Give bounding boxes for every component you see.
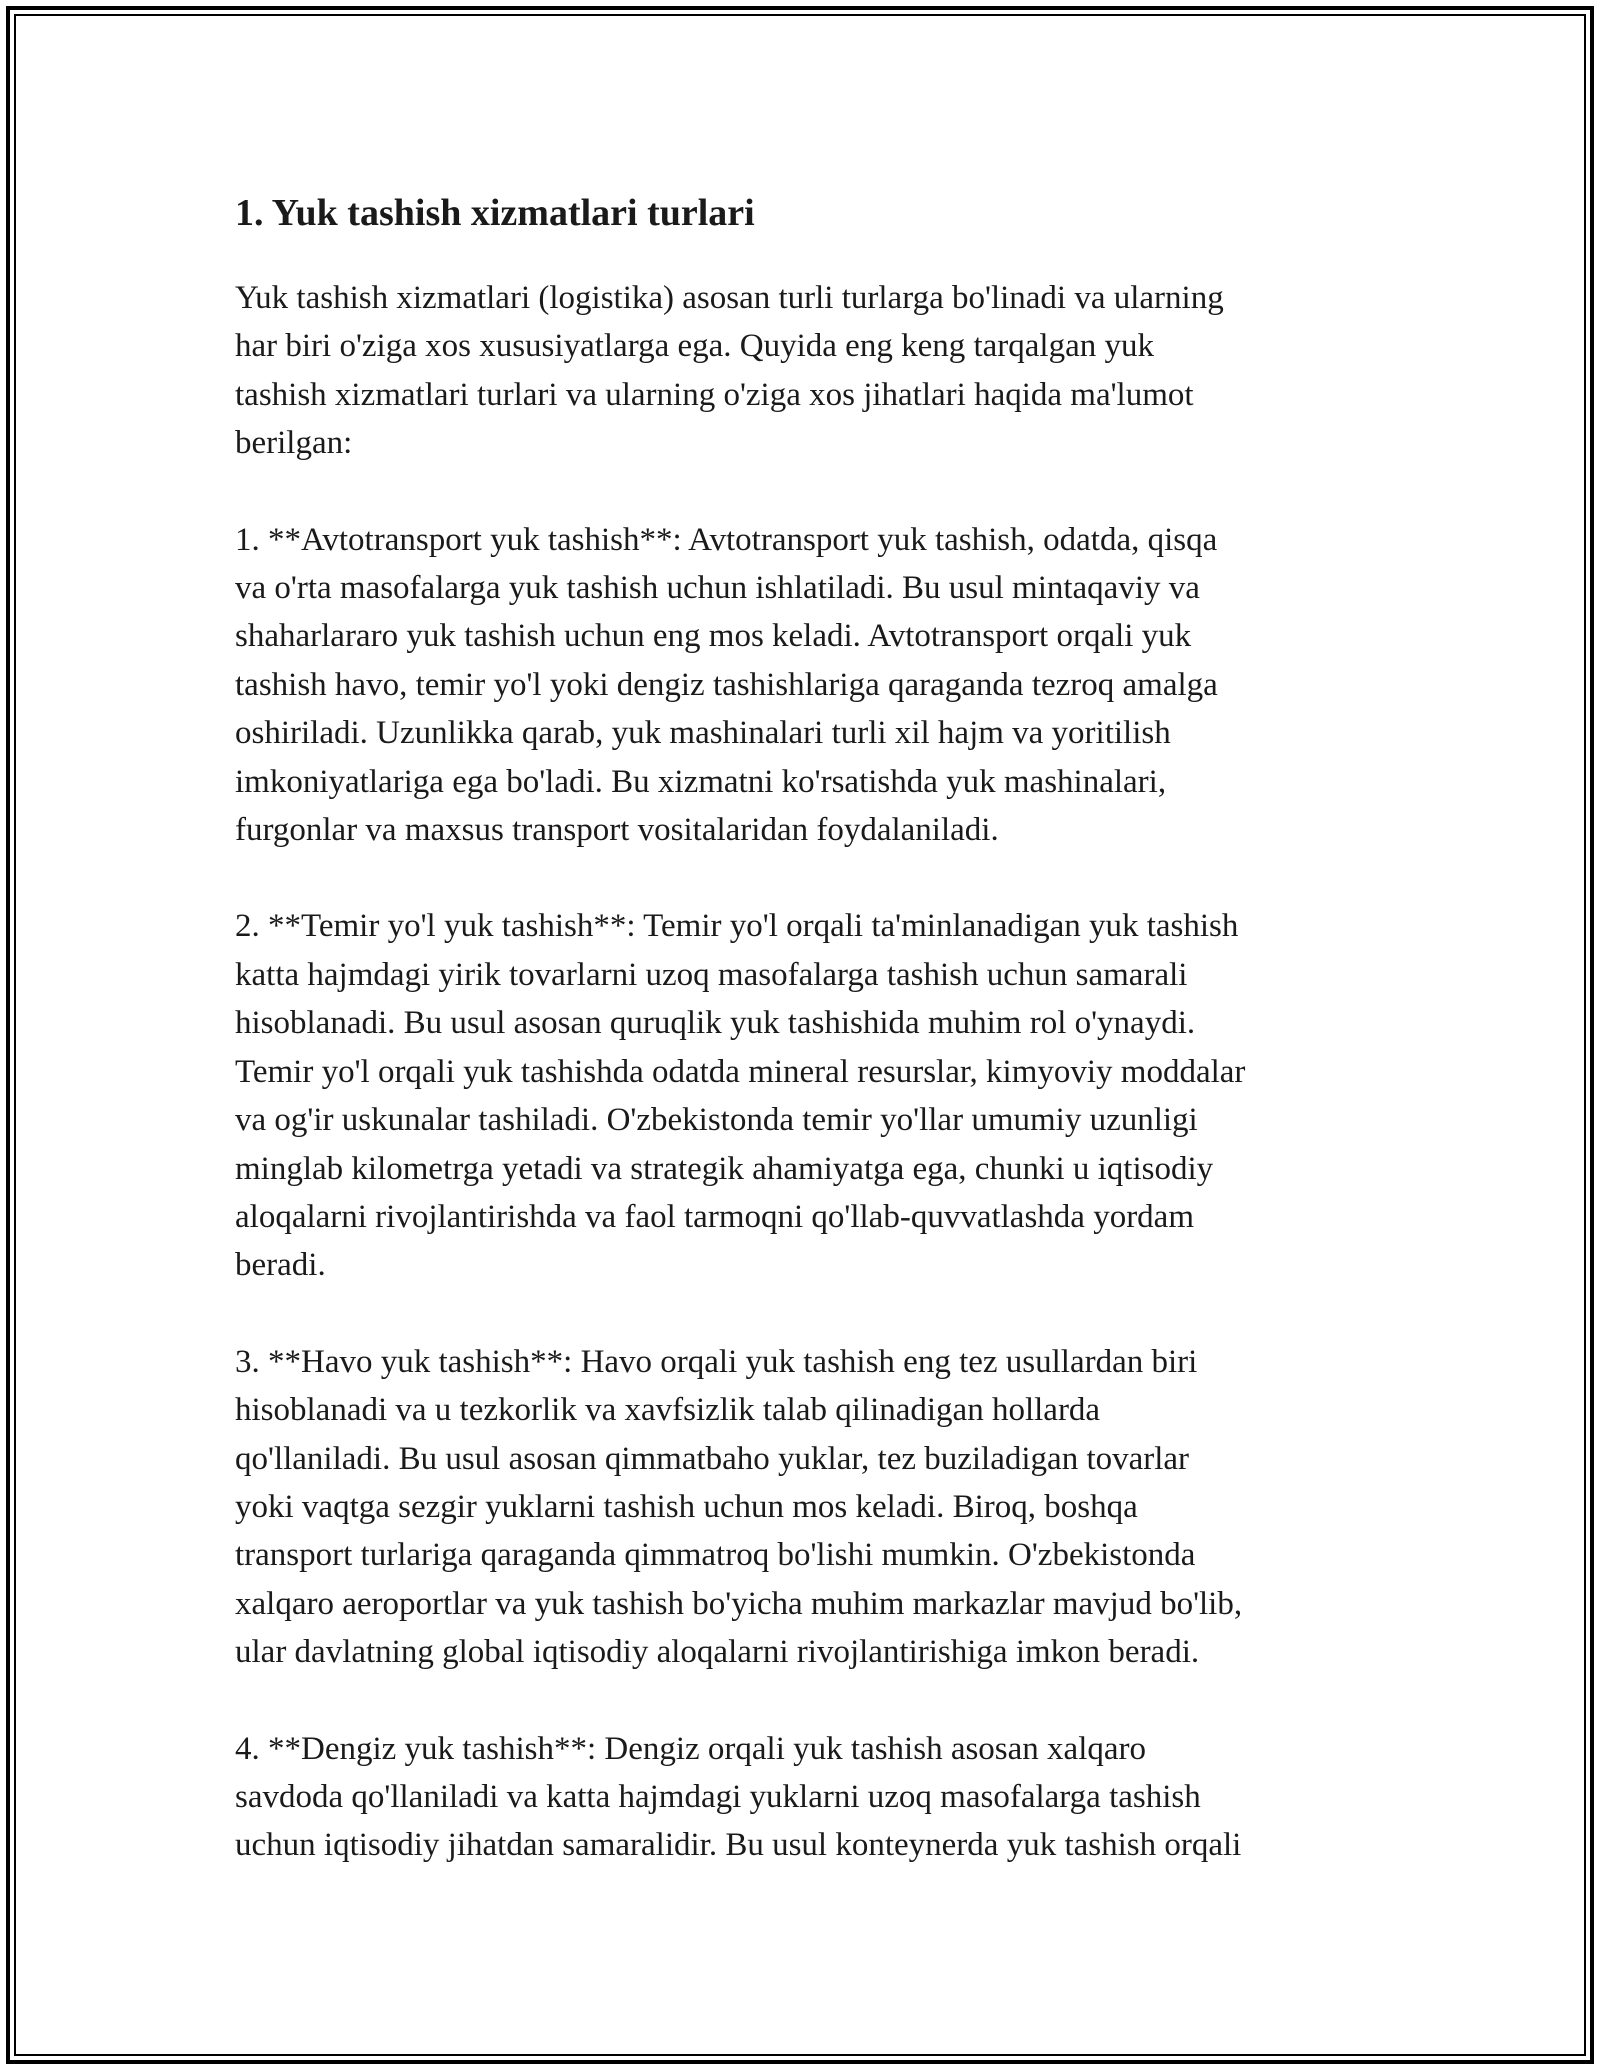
text-line: minglab kilometrga yetadi va strategik ahamiyatga ega, chunki u iqtisodiy [235, 1150, 1214, 1187]
text-line: transport turlariga qaraganda qimmatroq bo'lishi mumkin. O'zbekistonda [235, 1537, 1196, 1574]
text-line: har biri o'ziga xos xususiyatlarga ega. Quyida eng keng tarqalgan yuk [235, 328, 1154, 365]
text-line: savdoda qo'llaniladi va katta hajmdagi yuklarni uzoq masofalarga tashish [235, 1778, 1201, 1815]
text-line: oshiriladi. Uzunlikka qarab, yuk mashinalari turli xil hajm va yoritilish [235, 715, 1171, 752]
intro-paragraph [235, 274, 1375, 468]
text-line: hisoblanadi. Bu usul asosan quruqlik yuk tashishida muhim rol o'ynaydi. [235, 1005, 1196, 1042]
text-line: qo'llaniladi. Bu usul asosan qimmatbaho yuklar, tez buziladigan tovarlar [235, 1440, 1190, 1477]
section-heading: 1. Yuk tashish xizmatlari turlari [235, 192, 755, 234]
text-line: Temir yo'l orqali yuk tashishda odatda mineral resurslar, kimyoviy moddalar [235, 1053, 1246, 1090]
text-line: xalqaro aeroportlar va yuk tashish bo'yicha muhim markazlar mavjud bo'lib, [235, 1585, 1243, 1622]
text-line: Yuk tashish xizmatlari (logistika) asosan turli turlarga bo'linadi va ularning [235, 280, 1224, 316]
text-line: imkoniyatlariga ega bo'ladi. Bu xizmatni ko'rsatishda yuk mashinalari, [235, 763, 1167, 800]
text-line: furgonlar va maxsus transport vositalaridan foydalaniladi. [235, 812, 999, 849]
text-line: va og'ir uskunalar tashiladi. O'zbekistonda temir yo'llar umumiy uzunligi [235, 1102, 1198, 1139]
text-line: hisoblanadi va u tezkorlik va xavfsizlik talab qilinadigan hollarda [235, 1392, 1101, 1429]
text-line: beradi. [235, 1247, 326, 1284]
text-line: katta hajmdagi yirik tovarlarni uzoq masofalarga tashish uchun samarali [235, 956, 1188, 993]
air-transport-paragraph [235, 1338, 1375, 1677]
document-body [235, 180, 1375, 1918]
sea-transport-paragraph [235, 1725, 1375, 1870]
text-line: aloqalarni rivojlantirishda va faol tarmoqni qo'llab-quvvatlashda yordam [235, 1198, 1194, 1235]
text-line: 1. **Avtotransport yuk tashish**: Avtotransport yuk tashish, odatda, qisqa [235, 521, 1218, 558]
text-line: 3. **Havo yuk tashish**: Havo orqali yuk tashish eng tez usullardan biri [235, 1343, 1198, 1380]
rail-transport-paragraph [235, 902, 1375, 1289]
text-line: va o'rta masofalarga yuk tashish uchun ishlatiladi. Bu usul mintaqaviy va [235, 570, 1200, 607]
text-line: yoki vaqtga sezgir yuklarni tashish uchun mos keladi. Biroq, boshqa [235, 1488, 1138, 1525]
text-line: 2. **Temir yo'l yuk tashish**: Temir yo'l orqali ta'minlanadigan yuk tashish [235, 908, 1239, 945]
text-line: shaharlararo yuk tashish uchun eng mos keladi. Avtotransport orqali yuk [235, 618, 1192, 655]
text-line: tashish xizmatlari turlari va ularning o'ziga xos jihatlari haqida ma'lumot [235, 376, 1194, 413]
road-transport-paragraph [235, 516, 1375, 855]
text-line: tashish havo, temir yo'l yoki dengiz tashishlariga qaraganda tezroq amalga [235, 666, 1218, 703]
text-line: berilgan: [235, 425, 353, 462]
text-line: ular davlatning global iqtisodiy aloqalarni rivojlantirishiga imkon beradi. [235, 1634, 1200, 1671]
text-line: 4. **Dengiz yuk tashish**: Dengiz orqali yuk tashish asosan xalqaro [235, 1730, 1146, 1767]
text-line: uchun iqtisodiy jihatdan samaralidir. Bu usul konteynerda yuk tashish orqali [235, 1827, 1242, 1864]
